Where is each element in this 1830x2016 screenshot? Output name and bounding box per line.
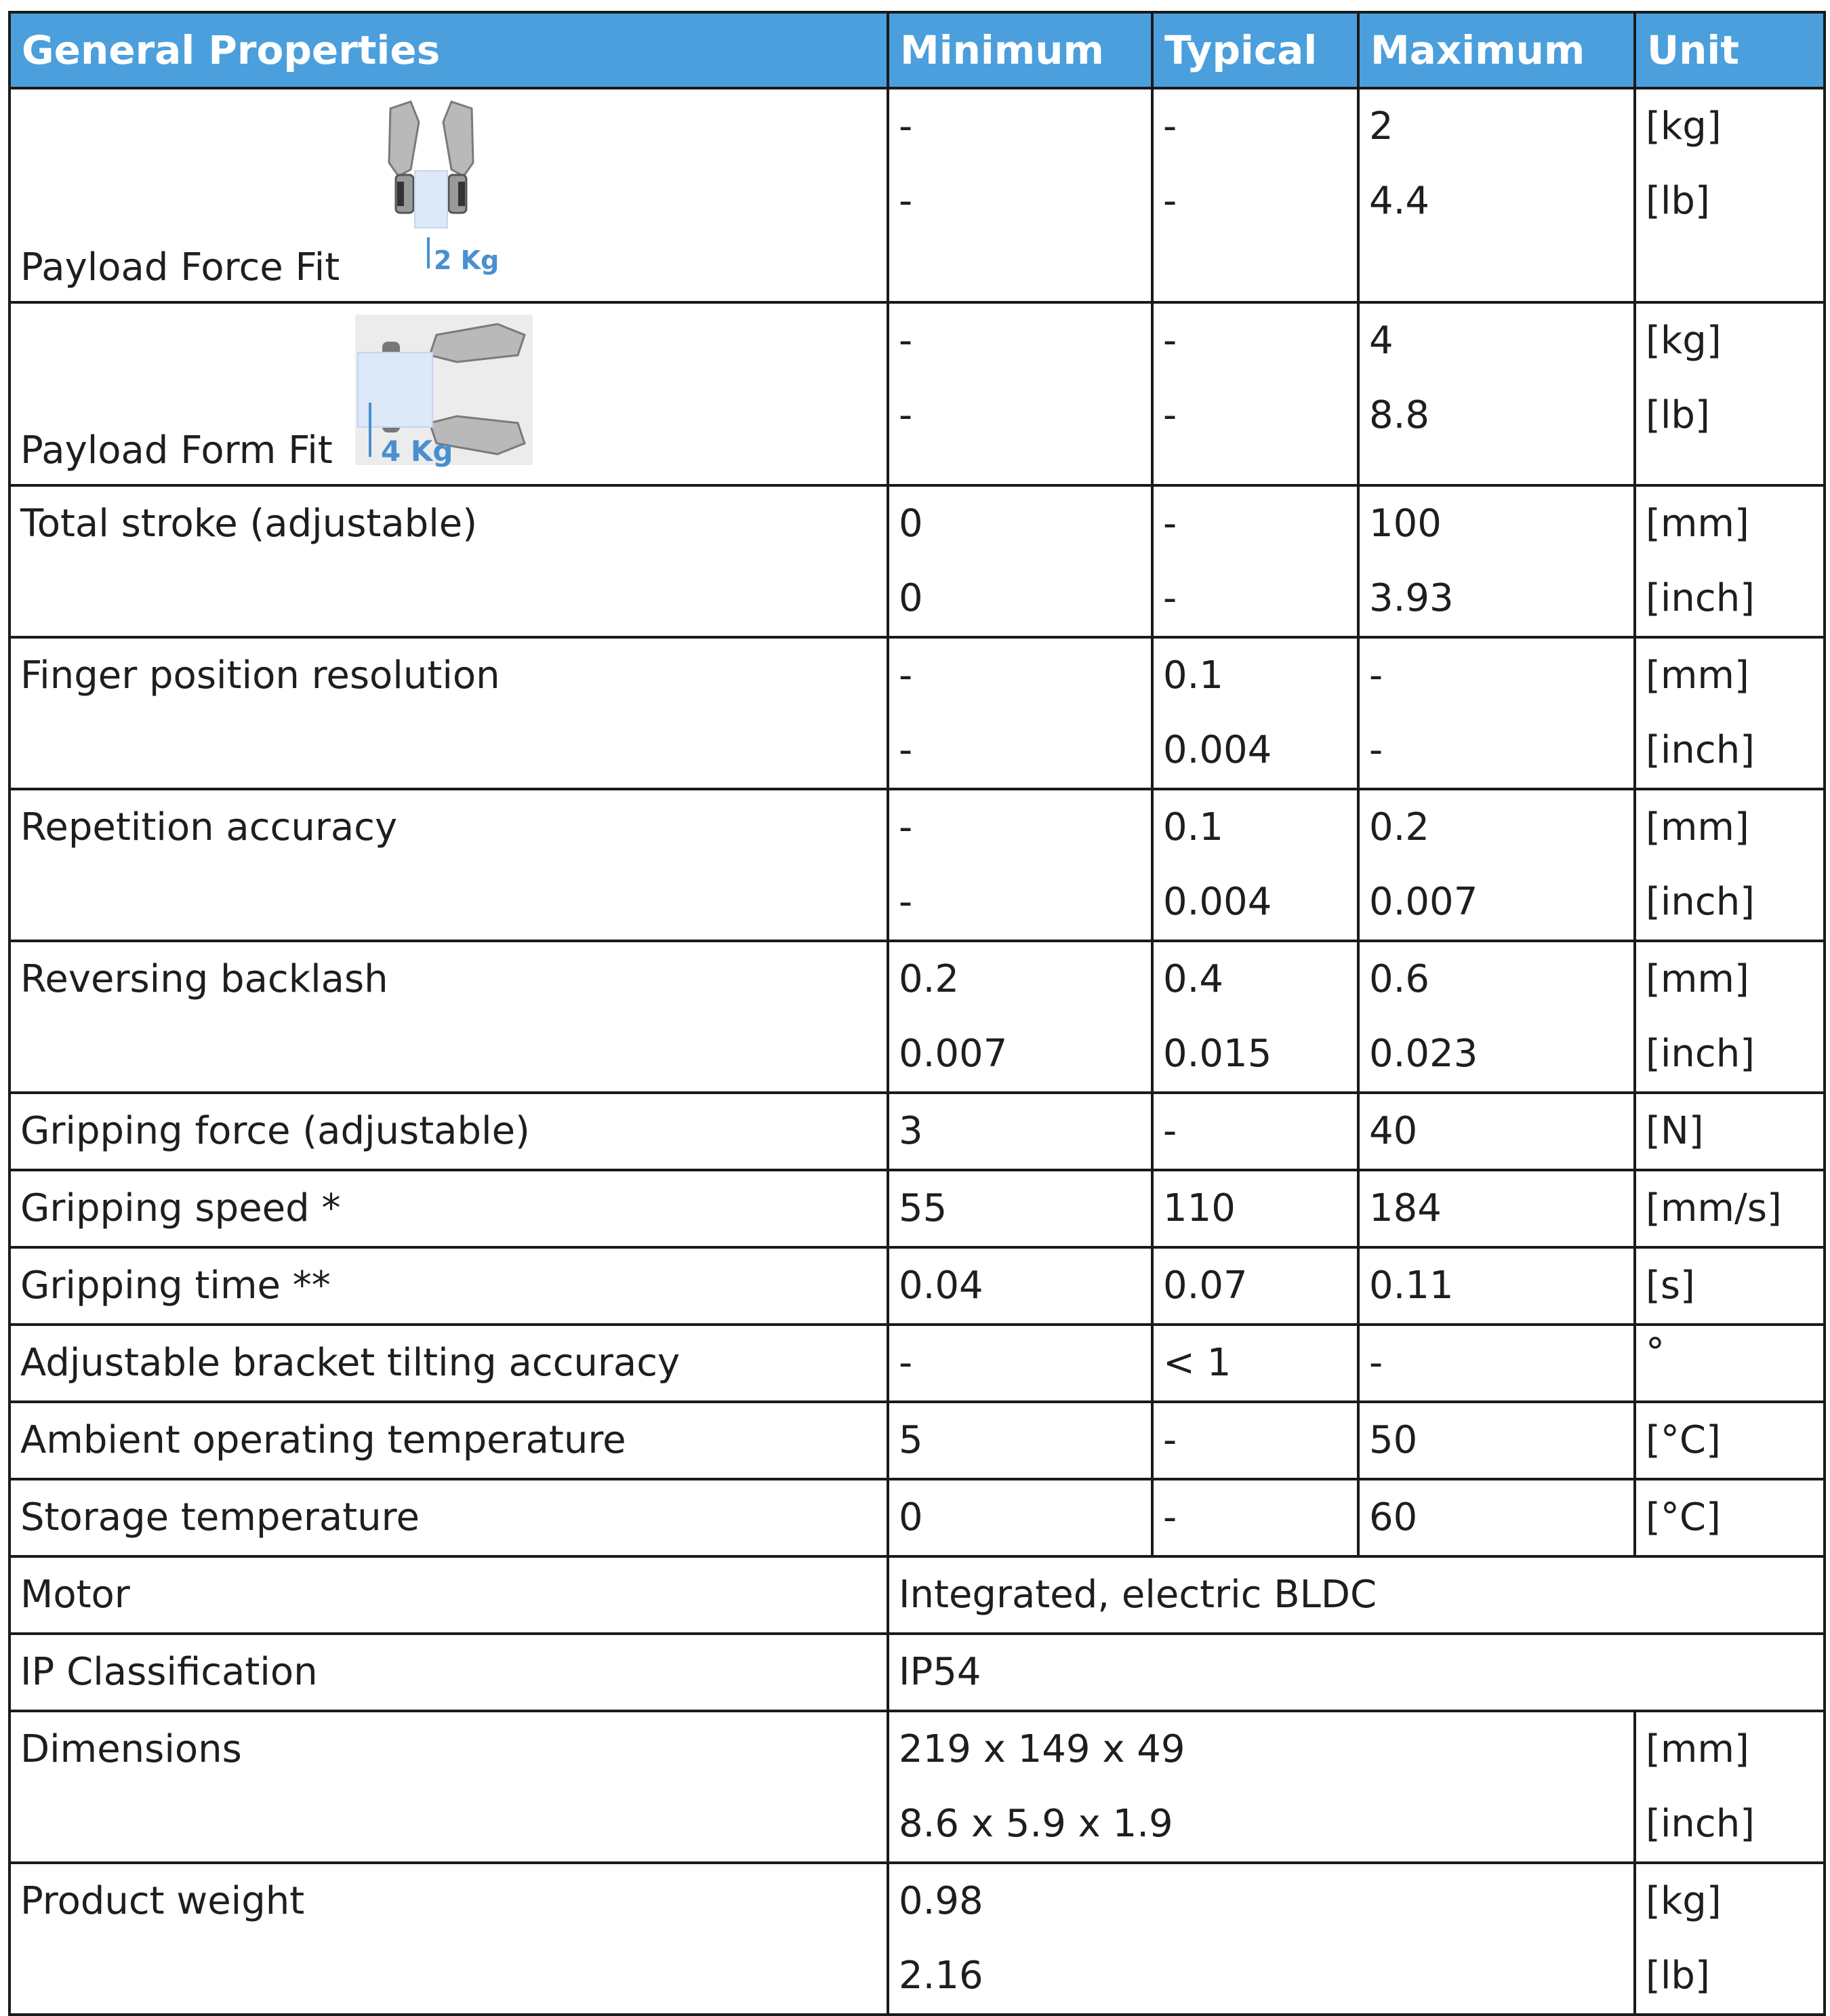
table-row-total-stroke	[9, 485, 1825, 637]
value-kg: -	[899, 319, 913, 363]
cell-typical	[1152, 941, 1358, 1093]
table-row-storage-temperature	[9, 1479, 1825, 1556]
property-label: Reversing backlash	[20, 957, 388, 1001]
value-kg: 2	[1369, 104, 1394, 148]
value-typical: -	[1163, 1495, 1177, 1539]
value-mm: 0	[899, 502, 923, 546]
header-general-properties: General Properties	[9, 12, 888, 88]
unit-lb: [lb]	[1646, 179, 1710, 223]
unit-kg: [kg]	[1646, 104, 1722, 148]
unit-kg: [kg]	[1646, 319, 1722, 363]
property-label: Gripping time **	[20, 1264, 331, 1308]
value-minimum: -	[899, 1341, 913, 1385]
cell-maximum	[1358, 1247, 1635, 1325]
table-row-payload-force-fit	[9, 88, 1825, 302]
value-maximum: 60	[1369, 1495, 1418, 1539]
value-mm: 100	[1369, 502, 1442, 546]
cell-typical	[1152, 1093, 1358, 1170]
unit: [°C]	[1646, 1495, 1721, 1539]
table-row-payload-form-fit	[9, 302, 1825, 485]
cell-unit	[1635, 1863, 1825, 2015]
unit-inch: [inch]	[1646, 880, 1755, 924]
property-label: Ambient operating temperature	[20, 1418, 626, 1462]
table-row-product-weight	[9, 1863, 1825, 2015]
motor-value: Integrated, electric BLDC	[899, 1573, 1377, 1617]
unit-inch: [inch]	[1646, 1802, 1755, 1846]
value-lb: 8.8	[1369, 393, 1430, 437]
unit: [mm/s]	[1646, 1186, 1782, 1230]
cell-value	[888, 1711, 1635, 1863]
cell-property	[9, 1170, 888, 1247]
value-maximum: -	[1369, 1341, 1383, 1385]
cell-unit	[1635, 1325, 1825, 1402]
cell-maximum	[1358, 1402, 1635, 1479]
cell-maximum	[1358, 302, 1635, 485]
value-maximum: 184	[1369, 1186, 1442, 1230]
unit-lb: [lb]	[1646, 1954, 1710, 1998]
cell-value	[888, 1634, 1825, 1711]
table-row-reversing-backlash	[9, 941, 1825, 1093]
cell-minimum	[888, 302, 1152, 485]
property-label: Adjustable bracket tilting accuracy	[20, 1341, 680, 1385]
cell-minimum	[888, 1247, 1152, 1325]
unit-inch: [inch]	[1646, 728, 1755, 772]
cell-typical	[1152, 88, 1358, 302]
table-row-finger-position-resolution	[9, 637, 1825, 789]
cell-unit	[1635, 637, 1825, 789]
cell-unit	[1635, 1247, 1825, 1325]
cell-property	[9, 941, 888, 1093]
cell-maximum	[1358, 941, 1635, 1093]
cell-property	[9, 88, 888, 302]
cell-typical	[1152, 1170, 1358, 1247]
form-fit-weight-label: 4 Kg	[381, 435, 453, 468]
cell-typical	[1152, 1247, 1358, 1325]
unit-kg: [kg]	[1646, 1879, 1722, 1923]
cell-property	[9, 1325, 888, 1402]
value-inch: 0.015	[1163, 1032, 1272, 1076]
property-label: Finger position resolution	[20, 653, 500, 698]
value-mm: 0.1	[1163, 653, 1224, 698]
specifications-table	[8, 11, 1826, 2016]
property-label: IP Classification	[20, 1650, 318, 1694]
force-fit-weight-label: 2 Kg	[434, 245, 500, 275]
cell-unit	[1635, 1711, 1825, 1863]
unit-inch: [inch]	[1646, 1032, 1755, 1076]
cell-maximum	[1358, 637, 1635, 789]
cell-typical	[1152, 485, 1358, 637]
cell-unit	[1635, 88, 1825, 302]
cell-typical	[1152, 1402, 1358, 1479]
value-kg: -	[899, 104, 913, 148]
value-inch: 0.004	[1163, 728, 1272, 772]
value-inch: 3.93	[1369, 576, 1454, 620]
table-row-motor	[9, 1556, 1825, 1634]
cell-typical	[1152, 302, 1358, 485]
cell-minimum	[888, 941, 1152, 1093]
payload-force-fit-label: Payload Force Fit	[20, 245, 340, 289]
value-lb: -	[1163, 393, 1177, 437]
unit-mm: [mm]	[1646, 957, 1749, 1001]
table-row-dimensions	[9, 1711, 1825, 1863]
property-label: Gripping force (adjustable)	[20, 1109, 530, 1153]
table-row-ambient-operating-temperature	[9, 1402, 1825, 1479]
value-inch: 0	[899, 576, 923, 620]
cell-value	[888, 1863, 1635, 2015]
cell-value	[888, 1556, 1825, 1634]
table-row-repetition-accuracy	[9, 789, 1825, 941]
header-minimum: Minimum	[888, 12, 1152, 88]
unit-lb: [lb]	[1646, 393, 1710, 437]
value-mm: -	[899, 653, 913, 698]
value-inch: -	[1163, 576, 1177, 620]
cell-property	[9, 1093, 888, 1170]
cell-property	[9, 1634, 888, 1711]
cell-minimum	[888, 789, 1152, 941]
cell-minimum	[888, 637, 1152, 789]
property-label: Repetition accuracy	[20, 805, 398, 849]
cell-property	[9, 302, 888, 485]
cell-maximum	[1358, 1479, 1635, 1556]
cell-unit	[1635, 1170, 1825, 1247]
value-minimum: 0	[899, 1495, 923, 1539]
cell-maximum	[1358, 485, 1635, 637]
payload-form-fit-label: Payload Form Fit	[20, 428, 333, 472]
cell-unit	[1635, 789, 1825, 941]
unit: [N]	[1646, 1109, 1704, 1153]
value-maximum: 0.11	[1369, 1264, 1454, 1308]
value-inch: 0.007	[899, 1032, 1008, 1076]
cell-typical	[1152, 789, 1358, 941]
table-row-gripping-time	[9, 1247, 1825, 1325]
value-inch: 0.004	[1163, 880, 1272, 924]
cell-maximum	[1358, 789, 1635, 941]
unit: °	[1646, 1331, 1665, 1375]
value-lb: -	[899, 393, 913, 437]
property-label: Storage temperature	[20, 1495, 420, 1539]
unit-mm: [mm]	[1646, 653, 1749, 698]
value-minimum: 5	[899, 1418, 923, 1462]
cell-typical	[1152, 1325, 1358, 1402]
cell-unit	[1635, 1479, 1825, 1556]
property-label: Dimensions	[20, 1727, 242, 1771]
value-lb: -	[899, 179, 913, 223]
value-typical: 110	[1163, 1186, 1236, 1230]
ip-value: IP54	[899, 1650, 981, 1694]
value-mm: 0.2	[899, 957, 960, 1001]
cell-minimum	[888, 1325, 1152, 1402]
header-maximum: Maximum	[1358, 12, 1635, 88]
table-row-bracket-tilting-accuracy	[9, 1325, 1825, 1402]
cell-unit	[1635, 1093, 1825, 1170]
cell-minimum	[888, 1170, 1152, 1247]
cell-maximum	[1358, 1170, 1635, 1247]
property-label: Total stroke (adjustable)	[20, 502, 478, 546]
cell-minimum	[888, 1479, 1152, 1556]
value-mm: -	[899, 805, 913, 849]
value-mm: -	[1369, 653, 1383, 698]
value-kg: -	[1163, 104, 1177, 148]
value-inch: -	[1369, 728, 1383, 772]
value-lb: 4.4	[1369, 179, 1430, 223]
value-mm: 0.6	[1369, 957, 1430, 1001]
value-mm: 0.4	[1163, 957, 1224, 1001]
value-inch: 8.6 x 5.9 x 1.9	[899, 1802, 1173, 1846]
cell-maximum	[1358, 88, 1635, 302]
value-minimum: 0.04	[899, 1264, 983, 1308]
unit: [°C]	[1646, 1418, 1721, 1462]
cell-unit	[1635, 941, 1825, 1093]
table-row-gripping-force	[9, 1093, 1825, 1170]
cell-unit	[1635, 1402, 1825, 1479]
value-inch: -	[899, 728, 913, 772]
cell-minimum	[888, 1093, 1152, 1170]
header-unit: Unit	[1635, 12, 1825, 88]
unit-inch: [inch]	[1646, 576, 1755, 620]
cell-property	[9, 1247, 888, 1325]
cell-typical	[1152, 1479, 1358, 1556]
cell-minimum	[888, 88, 1152, 302]
cell-maximum	[1358, 1093, 1635, 1170]
value-lb: -	[1163, 179, 1177, 223]
value-typical: 0.07	[1163, 1264, 1248, 1308]
value-minimum: 55	[899, 1186, 948, 1230]
property-label: Product weight	[20, 1879, 305, 1923]
cell-maximum	[1358, 1325, 1635, 1402]
cell-property	[9, 1556, 888, 1634]
value-kg: 0.98	[899, 1879, 983, 1923]
unit-mm: [mm]	[1646, 805, 1749, 849]
cell-typical	[1152, 637, 1358, 789]
property-label: Motor	[20, 1573, 130, 1617]
value-inch: 0.023	[1369, 1032, 1478, 1076]
value-mm: 219 x 149 x 49	[899, 1727, 1185, 1771]
value-typical: < 1	[1163, 1341, 1232, 1385]
cell-property	[9, 1402, 888, 1479]
unit-mm: [mm]	[1646, 502, 1749, 546]
value-typical: -	[1163, 1418, 1177, 1462]
table-row-ip-classification	[9, 1634, 1825, 1711]
cell-property	[9, 1711, 888, 1863]
table-header-row	[9, 12, 1825, 88]
value-maximum: 50	[1369, 1418, 1418, 1462]
unit: [s]	[1646, 1264, 1695, 1308]
cell-property	[9, 637, 888, 789]
cell-unit	[1635, 302, 1825, 485]
cell-property	[9, 789, 888, 941]
value-maximum: 40	[1369, 1109, 1418, 1153]
value-mm: 0.2	[1369, 805, 1430, 849]
property-label: Gripping speed *	[20, 1186, 341, 1230]
header-typical: Typical	[1152, 12, 1358, 88]
value-inch: 0.007	[1369, 880, 1478, 924]
value-mm: 0.1	[1163, 805, 1224, 849]
cell-property	[9, 485, 888, 637]
cell-minimum	[888, 485, 1152, 637]
value-inch: -	[899, 880, 913, 924]
cell-minimum	[888, 1402, 1152, 1479]
value-typical: -	[1163, 1109, 1177, 1153]
cell-unit	[1635, 485, 1825, 637]
unit-mm: [mm]	[1646, 1727, 1749, 1771]
value-minimum: 3	[899, 1109, 923, 1153]
value-mm: -	[1163, 502, 1177, 546]
cell-property	[9, 1479, 888, 1556]
table-row-gripping-speed	[9, 1170, 1825, 1247]
cell-property	[9, 1863, 888, 2015]
value-kg: -	[1163, 319, 1177, 363]
value-lb: 2.16	[899, 1954, 983, 1998]
value-kg: 4	[1369, 319, 1394, 363]
